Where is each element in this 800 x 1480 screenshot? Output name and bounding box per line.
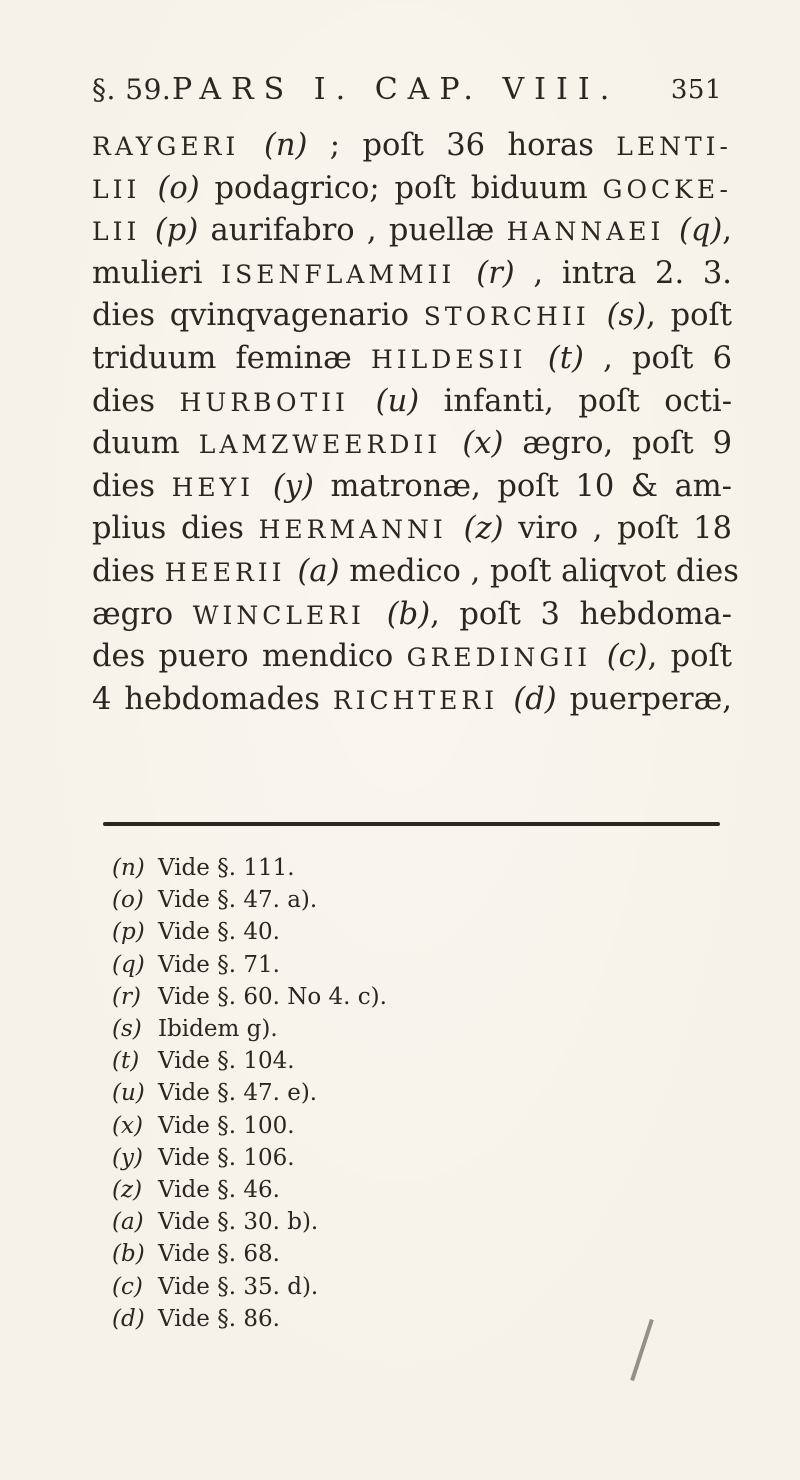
footnote-text: Ibidem g). — [158, 1016, 278, 1043]
person-name: HURBOTII — [179, 387, 376, 417]
footnote-mark: (z) — [112, 1177, 143, 1204]
footnote-mark: (r) — [112, 983, 141, 1010]
footnote-mark: (s) — [112, 1016, 142, 1043]
person-name: HEERII — [164, 557, 298, 587]
body-text — [92, 125, 739, 721]
footnote — [112, 949, 632, 981]
text-run: podagrico; poſt biduum — [199, 170, 603, 206]
text-run: mulieri — [92, 255, 222, 291]
footnote-text: Vide §. 68. — [158, 1241, 280, 1268]
text-run: dies — [92, 468, 172, 504]
page-number: 351 — [670, 75, 722, 105]
section-number: §. 59. — [92, 73, 172, 106]
footnote — [112, 884, 632, 916]
body-line — [92, 636, 732, 679]
person-name: LII — [92, 174, 158, 204]
footnote-mark: (t) — [112, 1048, 140, 1075]
body-line — [92, 125, 732, 168]
footnote-mark: (o) — [112, 887, 144, 914]
text-run: ægro — [92, 596, 193, 632]
text-run: infanti, poſt octi- — [419, 383, 732, 419]
footnote-text: Vide §. 111. — [158, 855, 295, 881]
person-name: HERMANNI — [258, 515, 464, 545]
person-name: LENTI- — [616, 132, 733, 161]
footnote — [112, 981, 632, 1013]
footnote-mark: (u) — [112, 1080, 145, 1107]
body-line — [92, 295, 732, 338]
footnote — [112, 1238, 632, 1270]
footnote-mark: (d) — [112, 1305, 145, 1332]
footnote — [112, 1045, 632, 1077]
text-run: dies qvinqvagenario — [92, 298, 424, 334]
footnote-mark: (c) — [112, 1273, 143, 1300]
footnote-reference: (b) — [386, 596, 431, 632]
footnote-text: Vide §. 46. — [158, 1177, 280, 1204]
text-run: 4 hebdomades — [92, 681, 333, 717]
person-name: GOCKE- — [602, 174, 732, 204]
footnote-mark: (p) — [112, 919, 145, 946]
footnote-text: Vide §. 60. No 4. c). — [158, 983, 387, 1010]
person-name: RICHTERI — [332, 685, 514, 715]
text-run: dies — [92, 383, 180, 419]
body-line — [92, 253, 732, 296]
footnote-reference: (p) — [154, 213, 199, 249]
footnote-reference: (c) — [606, 639, 648, 675]
footnote-reference: (r) — [476, 255, 515, 291]
body-line — [92, 508, 732, 551]
stray-pen-mark — [630, 1319, 654, 1381]
footnote-text: Vide §. 30. b). — [158, 1209, 319, 1236]
text-run: matronæ, poſt 10 & am- — [313, 468, 732, 504]
chapter-title: PARS I. CAP. VIII. — [172, 72, 620, 107]
footnote-reference: (a) — [297, 553, 340, 589]
person-name: HANNAEI — [506, 217, 679, 247]
footnote-text: Vide §. 106. — [158, 1144, 295, 1171]
footnote-reference: (o) — [157, 170, 200, 206]
body-line — [92, 210, 732, 253]
text-run: dies — [92, 553, 165, 589]
text-run: , — [722, 213, 732, 249]
footnote-mark: (x) — [112, 1112, 143, 1139]
footnote-reference: (t) — [547, 340, 584, 376]
body-line — [92, 423, 732, 466]
footnote — [112, 1142, 632, 1174]
footnote-text: Vide §. 47. e). — [158, 1080, 318, 1107]
footnote-reference: (z) — [463, 511, 504, 547]
footnote — [112, 852, 632, 884]
body-line — [92, 466, 732, 509]
footnote — [112, 916, 632, 948]
body-line — [92, 551, 739, 594]
footnote-text: Vide §. 104. — [158, 1048, 295, 1075]
text-run: ; poſt 36 horas — [307, 128, 617, 163]
footnote-reference: (n) — [263, 128, 308, 163]
footnote — [112, 1174, 632, 1206]
person-name: RAYGERI — [92, 132, 264, 161]
text-run: viro , poſt 18 — [503, 511, 732, 547]
footnote — [112, 1303, 632, 1335]
footnote-mark: (q) — [112, 951, 145, 978]
footnote-reference: (d) — [513, 681, 557, 717]
footnote-text: Vide §. 71. — [158, 951, 280, 978]
footnote-text: Vide §. 47. a). — [158, 887, 318, 914]
footnote-mark: (n) — [112, 855, 145, 881]
footnote-text: Vide §. 100. — [158, 1112, 295, 1139]
footnote — [112, 1271, 632, 1303]
person-name: LII — [92, 217, 155, 247]
footnote — [112, 1110, 632, 1142]
person-name: ISENFLAMMII — [221, 259, 477, 289]
text-run: , poſt 6 — [583, 340, 732, 376]
text-run: triduum feminæ — [92, 340, 371, 376]
person-name: WINCLERI — [192, 600, 387, 630]
text-run: puerperæ, — [556, 681, 733, 717]
footnote-reference: (u) — [375, 383, 420, 419]
footnote-mark: (a) — [112, 1209, 144, 1236]
body-line — [92, 381, 732, 424]
footnote-reference: (s) — [606, 298, 647, 334]
person-name: GREDINGII — [406, 643, 607, 673]
body-line — [92, 594, 732, 637]
footnotes — [112, 852, 632, 1335]
footnote-rule — [103, 822, 720, 826]
body-line — [92, 338, 732, 381]
footnote-text: Vide §. 86. — [158, 1305, 280, 1332]
running-head — [92, 70, 722, 110]
text-run: ægro, poſt 9 — [503, 426, 732, 462]
text-run: , poſt 3 hebdoma- — [430, 596, 732, 632]
footnote — [112, 1206, 632, 1238]
text-run: medico , poſt aliqvot dies — [339, 553, 739, 589]
footnote — [112, 1077, 632, 1109]
text-run: , intra 2. 3. — [514, 255, 732, 291]
body-line — [92, 168, 732, 211]
body-line — [92, 679, 732, 722]
text-run: , poſt — [647, 639, 733, 675]
text-run: duum — [92, 426, 199, 462]
person-name: HEYI — [171, 472, 273, 502]
footnote-reference: (y) — [272, 468, 314, 504]
footnote-mark: (y) — [112, 1144, 143, 1171]
text-run: , poſt — [646, 298, 733, 334]
person-name: STORCHII — [423, 302, 607, 332]
footnote-mark: (b) — [112, 1241, 145, 1268]
footnote-text: Vide §. 35. d). — [158, 1273, 319, 1300]
person-name: LAMZWEERDII — [198, 430, 463, 460]
text-run: plius dies — [92, 511, 259, 547]
footnote-reference: (x) — [462, 426, 504, 462]
footnote-text: Vide §. 40. — [158, 919, 280, 946]
footnote-reference: (q) — [678, 213, 723, 249]
text-run: des puero mendico — [92, 639, 407, 675]
footnote — [112, 1013, 632, 1045]
text-run: aurifabro , puellæ — [198, 213, 507, 249]
person-name: HILDESII — [371, 344, 548, 374]
